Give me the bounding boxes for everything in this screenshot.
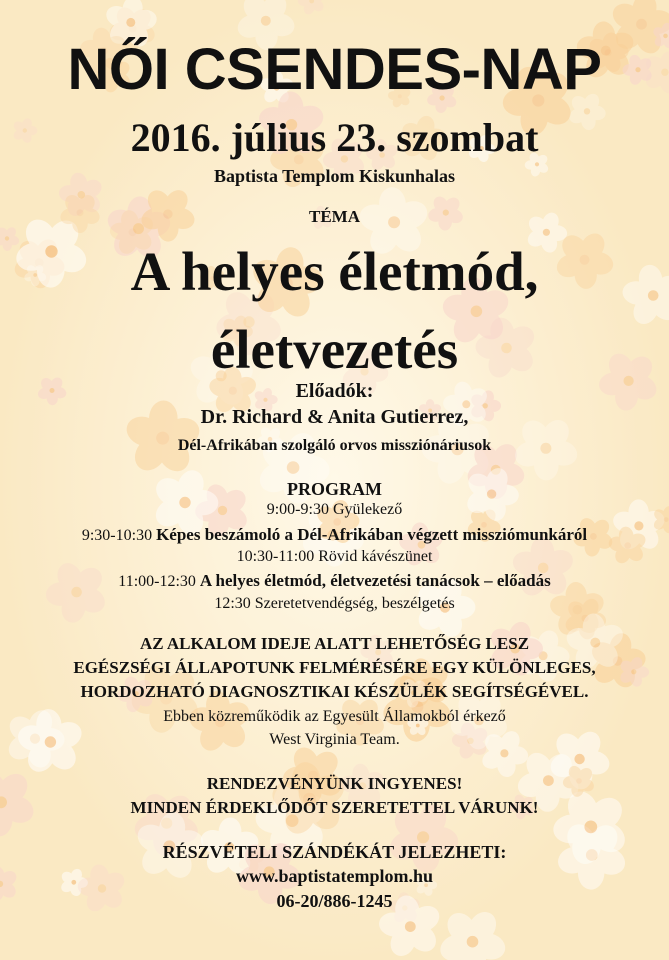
notice-line: West Virginia Team. <box>269 731 400 748</box>
program-item <box>0 548 669 566</box>
notice-line: Ebben közreműködik az Egyesült Államokból érkező <box>163 708 506 725</box>
program-item <box>0 501 669 519</box>
speakers-label: Előadók: <box>295 380 374 402</box>
event-title: NŐI CSENDES-NAP <box>67 37 602 102</box>
speakers-names: Dr. Richard & Anita Gutierrez, <box>200 406 469 428</box>
free-entry-line: RENDEZVÉNYÜNK INGYENES! <box>206 774 463 793</box>
program-text: Szeretetvendégség, beszélgetés <box>254 595 455 612</box>
program-time: 10:30-11:00 <box>236 548 315 565</box>
program-time: 9:00-9:30 <box>266 501 329 518</box>
program-item <box>0 525 669 545</box>
program-text: A helyes életmód, életvezetési tanácsok – előadás <box>199 571 551 590</box>
program-text: Képes beszámoló a Dél-Afrikában végzett missziómunkáról <box>156 525 588 544</box>
notice-line: HORDOZHATÓ DIAGNOSZTIKAI KÉSZÜLÉK SEGÍTSÉGÉVEL. <box>80 682 589 701</box>
event-date: 2016. július 23. szombat <box>130 115 539 160</box>
program-item <box>0 571 669 591</box>
program-time: 9:30-10:30 <box>81 527 153 544</box>
event-venue: Baptista Templom Kiskunhalas <box>213 166 456 186</box>
rsvp-label: RÉSZVÉTELI SZÁNDÉKÁT JELEZHETI: <box>162 842 507 862</box>
website-link[interactable]: www.baptistatemplom.hu <box>235 866 434 886</box>
program-text: Rövid kávészünet <box>318 548 433 565</box>
notice-line: EGÉSZSÉGI ÁLLAPOTUNK FELMÉRÉSÉRE EGY KÜLÖNLEGES, <box>73 658 596 677</box>
welcome-line: MINDEN ÉRDEKLŐDŐT SZERETETTEL VÁRUNK! <box>130 798 539 817</box>
program-item <box>0 595 669 613</box>
program-time: 12:30 <box>214 595 251 612</box>
phone-number: 06-20/886-1245 <box>276 891 393 911</box>
program-label: PROGRAM <box>287 479 382 499</box>
program-time: 11:00-12:30 <box>118 573 196 590</box>
speakers-description: Dél-Afrikában szolgáló orvos missziónáriusok <box>177 437 492 454</box>
notice-line: AZ ALKALOM IDEJE ALATT LEHETŐSÉG LESZ <box>139 634 530 653</box>
theme-title-line1: A helyes életmód, <box>130 241 539 302</box>
theme-label: TÉMA <box>309 207 360 226</box>
theme-title-line2: életvezetés <box>210 319 459 380</box>
program-text: Gyülekező <box>332 501 403 518</box>
